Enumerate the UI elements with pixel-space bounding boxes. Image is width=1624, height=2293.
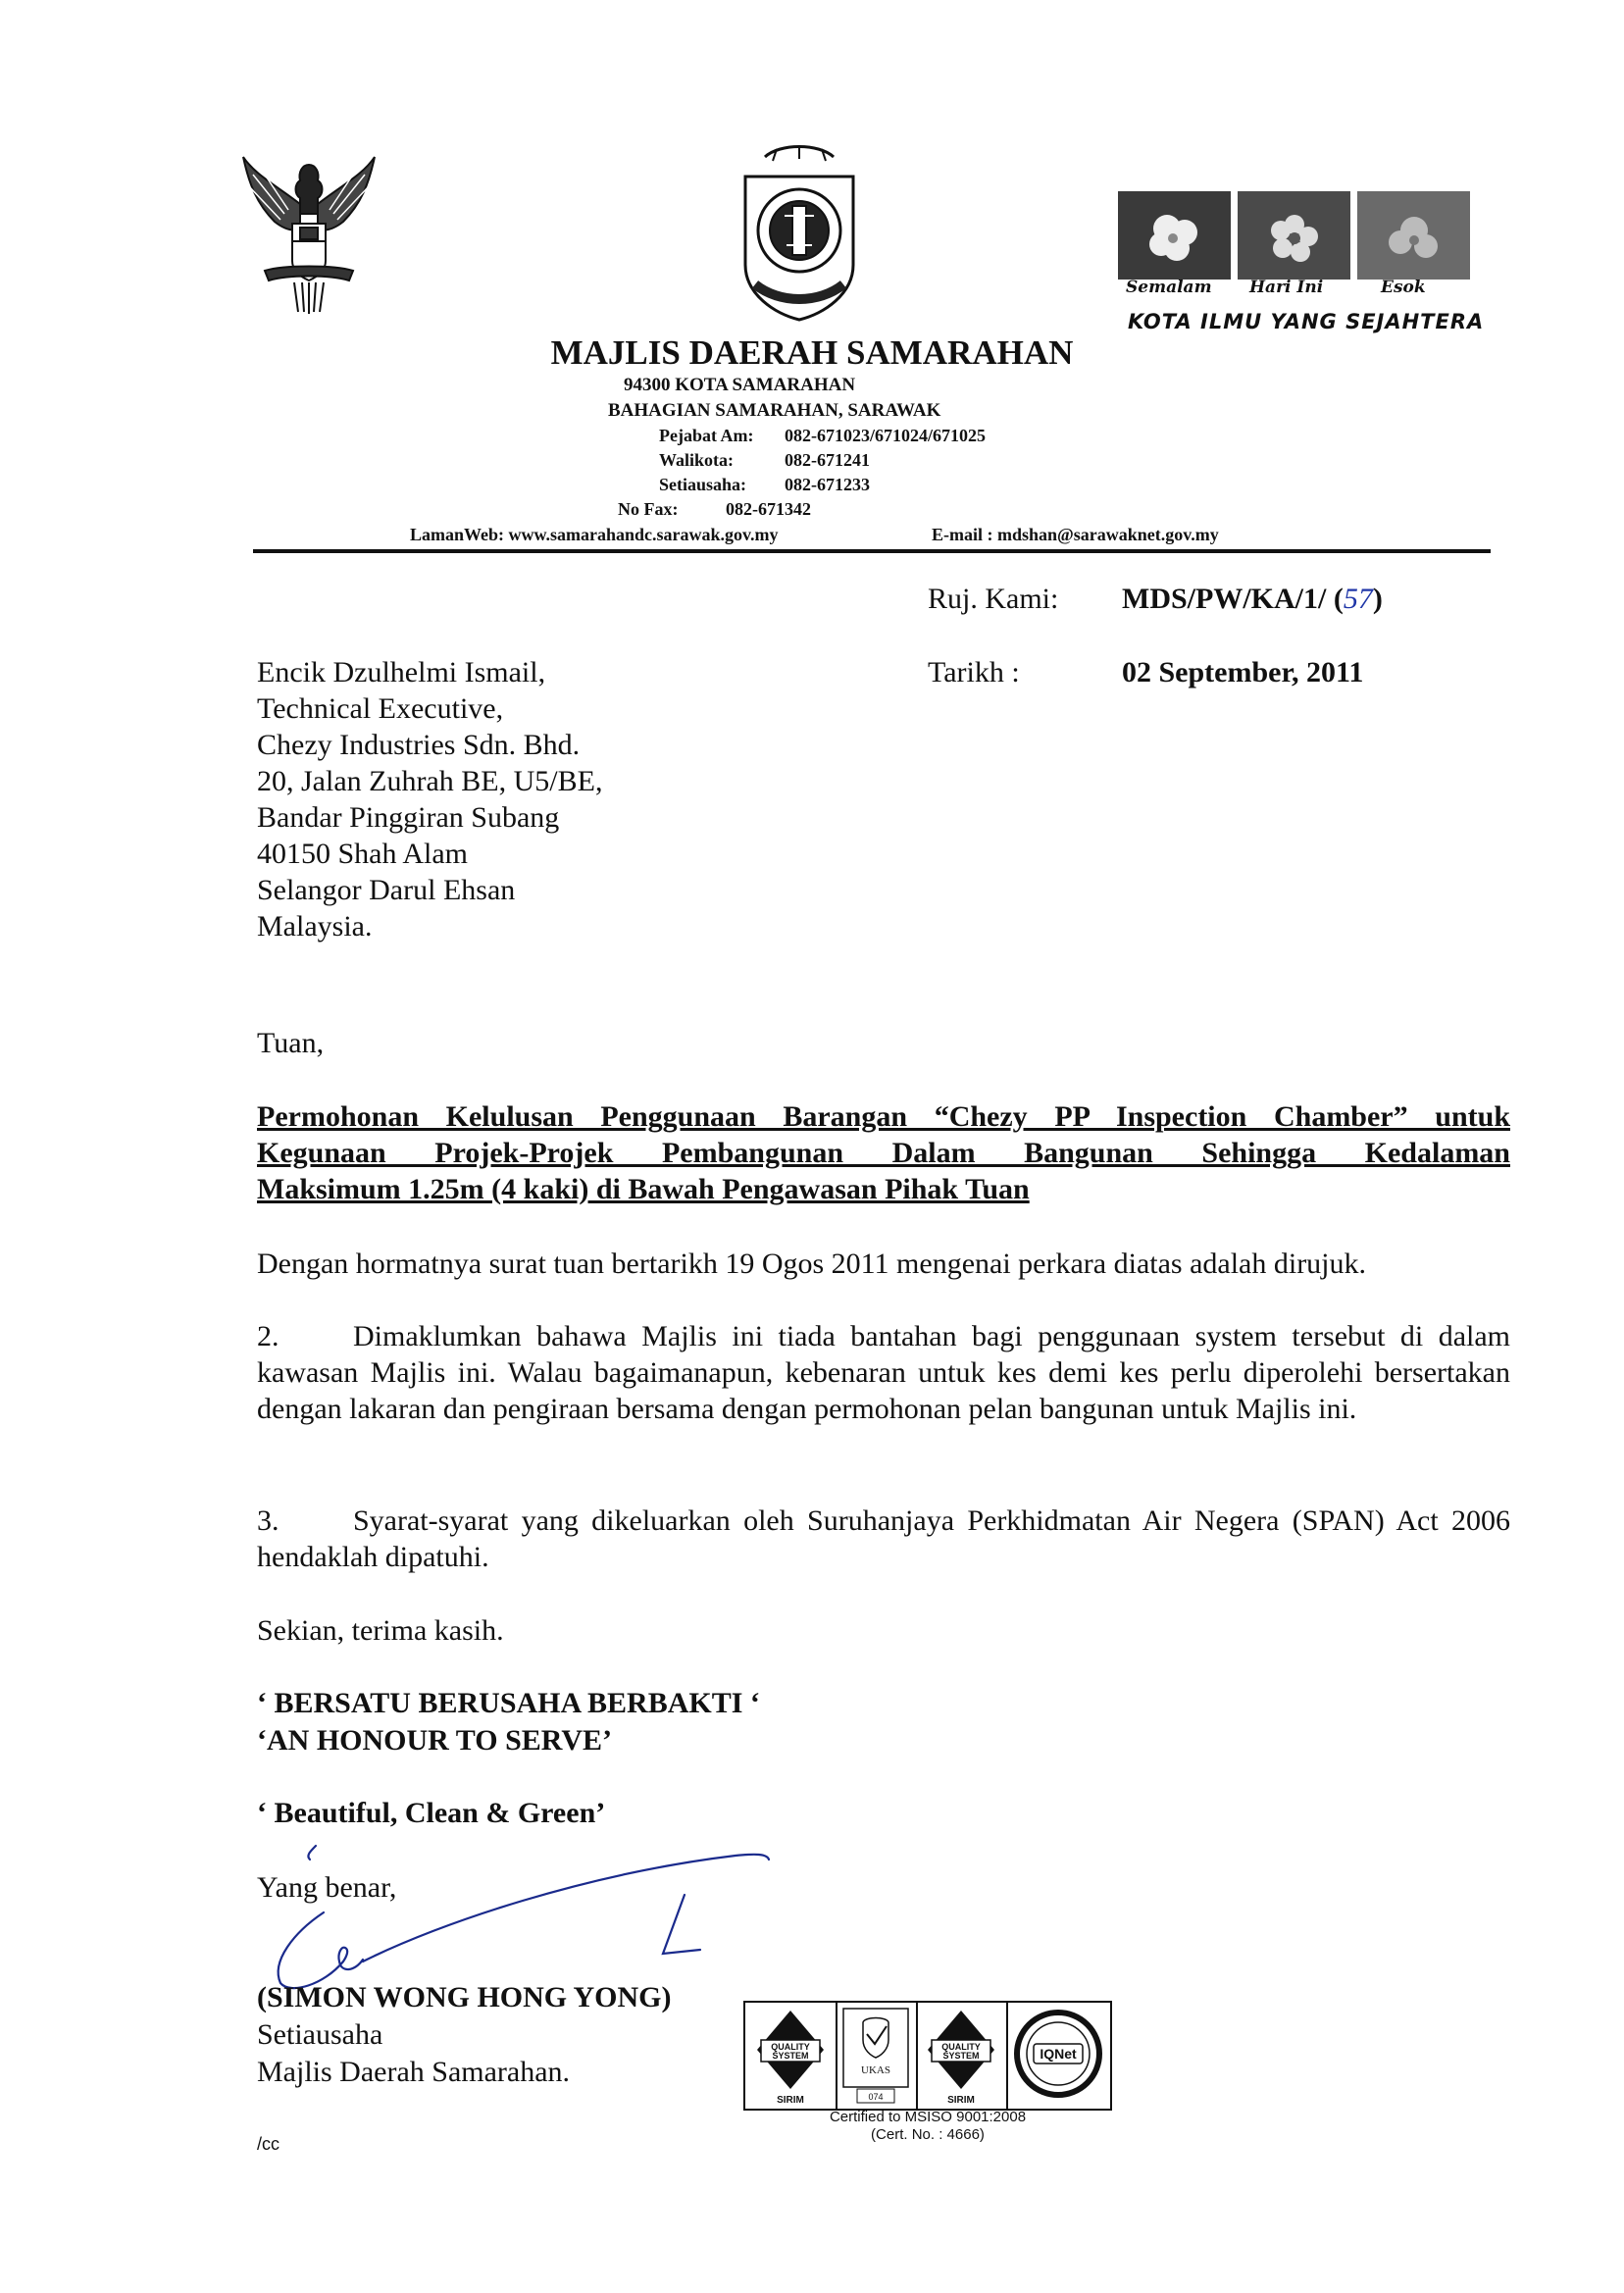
badge-3-bottom: SYSTEM <box>942 2051 980 2061</box>
date-value: 02 September, 2011 <box>1122 656 1364 688</box>
subject-line: Kegunaan Projek-Projek Pembangunan Dalam Bangunan Sehingga Kedalaman <box>257 1137 1510 1169</box>
motto-malay: ‘ BERSATU BERUSAHA BERBAKTI ‘ <box>257 1687 760 1719</box>
paragraph-1: Dengan hormatnya surat tuan bertarikh 19 Ogos 2011 mengenai perkara diatas adalah dirujuk. <box>257 1248 1367 1280</box>
council-seal-logo <box>726 137 873 333</box>
phone-general-office-label: Pejabat Am: <box>659 426 754 445</box>
paragraph-3-number: 3. <box>257 1504 279 1537</box>
recipient-line: Technical Executive, <box>257 692 504 725</box>
reference-close: ) <box>1372 583 1383 615</box>
fax-label: No Fax: <box>618 499 679 519</box>
address-line-2: BAHAGIAN SAMARAHAN, SARAWAK <box>608 400 941 421</box>
fax-value: 082-671342 <box>726 499 811 519</box>
recipient-line: Malaysia. <box>257 910 373 943</box>
flower-caption-tomorrow: Esok <box>1381 278 1426 297</box>
email-link[interactable]: mdshan@sarawaknet.gov.my <box>997 525 1219 544</box>
flower-images-strip <box>1118 191 1471 280</box>
flower-image-tomorrow <box>1357 191 1470 280</box>
reference-number-handwritten: 57 <box>1343 583 1373 615</box>
email <box>932 525 1219 545</box>
signer-organisation: Majlis Daerah Samarahan. <box>257 2056 571 2088</box>
phone-secretary-value: 082-671233 <box>785 475 870 494</box>
badge-2-number: 074 <box>868 2092 884 2102</box>
website-label: LamanWeb: <box>410 525 505 544</box>
paragraph-2-text: Dimaklumkan bahawa Majlis ini tiada bantahan bagi penggunaan system tersebut di dalam kawasan Majlis ini. Walau bagaimanapun, kebenaran untuk kes demi kes perlu diperolehi bersertakan dengan lakaran dan pengiraan bersama dengan permohonan pelan bangunan untuk Majlis ini. <box>257 1320 1510 1425</box>
badge-2-caption: UKAS <box>861 2064 890 2076</box>
email-label: E-mail : <box>932 525 993 544</box>
badge-1-caption: SIRIM <box>777 2095 804 2106</box>
council-tagline: KOTA ILMU YANG SEJAHTERA <box>1128 310 1485 333</box>
phone-mayor-label: Walikota: <box>659 450 735 470</box>
paragraph-2 <box>257 1318 1510 1427</box>
iqnet-badge <box>1006 2003 1110 2109</box>
badge-1-bottom: SYSTEM <box>772 2051 809 2061</box>
paragraph-2-number: 2. <box>257 1320 279 1352</box>
address-line-1: 94300 KOTA SAMARAHAN <box>624 375 856 395</box>
certification-caption: Certified to MSISO 9001:2008 <box>829 2109 1027 2125</box>
reference-label: Ruj. Kami: <box>928 583 1059 615</box>
phone-general-office-value: 082-671023/671024/671025 <box>785 426 986 445</box>
flower-caption-today: Hari Ini <box>1249 278 1324 297</box>
certificate-number: (Cert. No. : 4666) <box>871 2126 985 2143</box>
recipient-line: Chezy Industries Sdn. Bhd. <box>257 729 581 761</box>
flower-caption-yesterday: Semalam <box>1126 278 1212 297</box>
phone-secretary-label: Setiausaha: <box>659 475 747 494</box>
valediction: Yang benar, <box>257 1871 397 1904</box>
badge-4-label: IQNet <box>1040 2046 1077 2062</box>
paragraph-3-text: Syarat-syarat yang dikeluarkan oleh Suruhanjaya Perkhidmatan Air Negera (SPAN) Act 2006 hendaklah dipatuhi. <box>257 1504 1510 1573</box>
flower-captions <box>1118 278 1471 307</box>
sarawak-crest-logo <box>235 145 382 317</box>
letter-subject <box>257 1098 1510 1207</box>
website <box>410 525 779 545</box>
flower-image-yesterday <box>1118 191 1231 280</box>
date-label: Tarikh : <box>928 656 1020 688</box>
recipient-line: Encik Dzulhelmi Ismail, <box>257 656 546 688</box>
signer-title: Setiausaha <box>257 2018 383 2051</box>
reference-code: MDS/PW/KA/1/ ( <box>1122 583 1344 615</box>
motto-green: ‘ Beautiful, Clean & Green’ <box>257 1797 606 1829</box>
sirim-quality-badge-2 <box>916 2003 1008 2109</box>
council-name: MAJLIS DAERAH SAMARAHAN <box>550 333 1074 372</box>
handwritten-signature <box>265 1824 794 1991</box>
paragraph-3 <box>257 1503 1510 1575</box>
badge-1-top: QUALITY <box>771 2042 810 2052</box>
subject-line: Permohonan Kelulusan Penggunaan Barangan “Chezy PP Inspection Chamber” untuk <box>257 1100 1510 1133</box>
badge-3-top: QUALITY <box>941 2042 981 2052</box>
recipient-line: Selangor Darul Ehsan <box>257 874 516 906</box>
website-link[interactable]: www.samarahandc.sarawak.gov.my <box>508 525 779 544</box>
phone-general-office <box>659 426 986 446</box>
recipient-address-block <box>257 654 602 944</box>
motto-english: ‘AN HONOUR TO SERVE’ <box>257 1724 613 1757</box>
certification-logos <box>743 2001 1112 2111</box>
phone-secretary <box>659 475 870 495</box>
fax-number <box>618 499 811 520</box>
ukas-badge <box>836 2003 918 2109</box>
salutation: Tuan, <box>257 1027 325 1059</box>
sirim-quality-badge <box>745 2003 837 2109</box>
signer-name: (SIMON WONG HONG YONG) <box>257 1981 672 2013</box>
cc-notation: /cc <box>257 2134 280 2154</box>
reference-value <box>1122 581 1383 617</box>
badge-3-caption: SIRIM <box>947 2095 975 2106</box>
flower-image-today <box>1238 191 1350 280</box>
recipient-line: Bandar Pinggiran Subang <box>257 801 560 834</box>
phone-mayor <box>659 450 870 471</box>
recipient-line: 20, Jalan Zuhrah BE, U5/BE, <box>257 765 603 797</box>
header-divider <box>253 549 1491 553</box>
subject-line: Maksimum 1.25m (4 kaki) di Bawah Pengawasan Pihak Tuan <box>257 1173 1030 1205</box>
phone-mayor-value: 082-671241 <box>785 450 870 470</box>
closing: Sekian, terima kasih. <box>257 1614 504 1647</box>
recipient-line: 40150 Shah Alam <box>257 838 468 870</box>
